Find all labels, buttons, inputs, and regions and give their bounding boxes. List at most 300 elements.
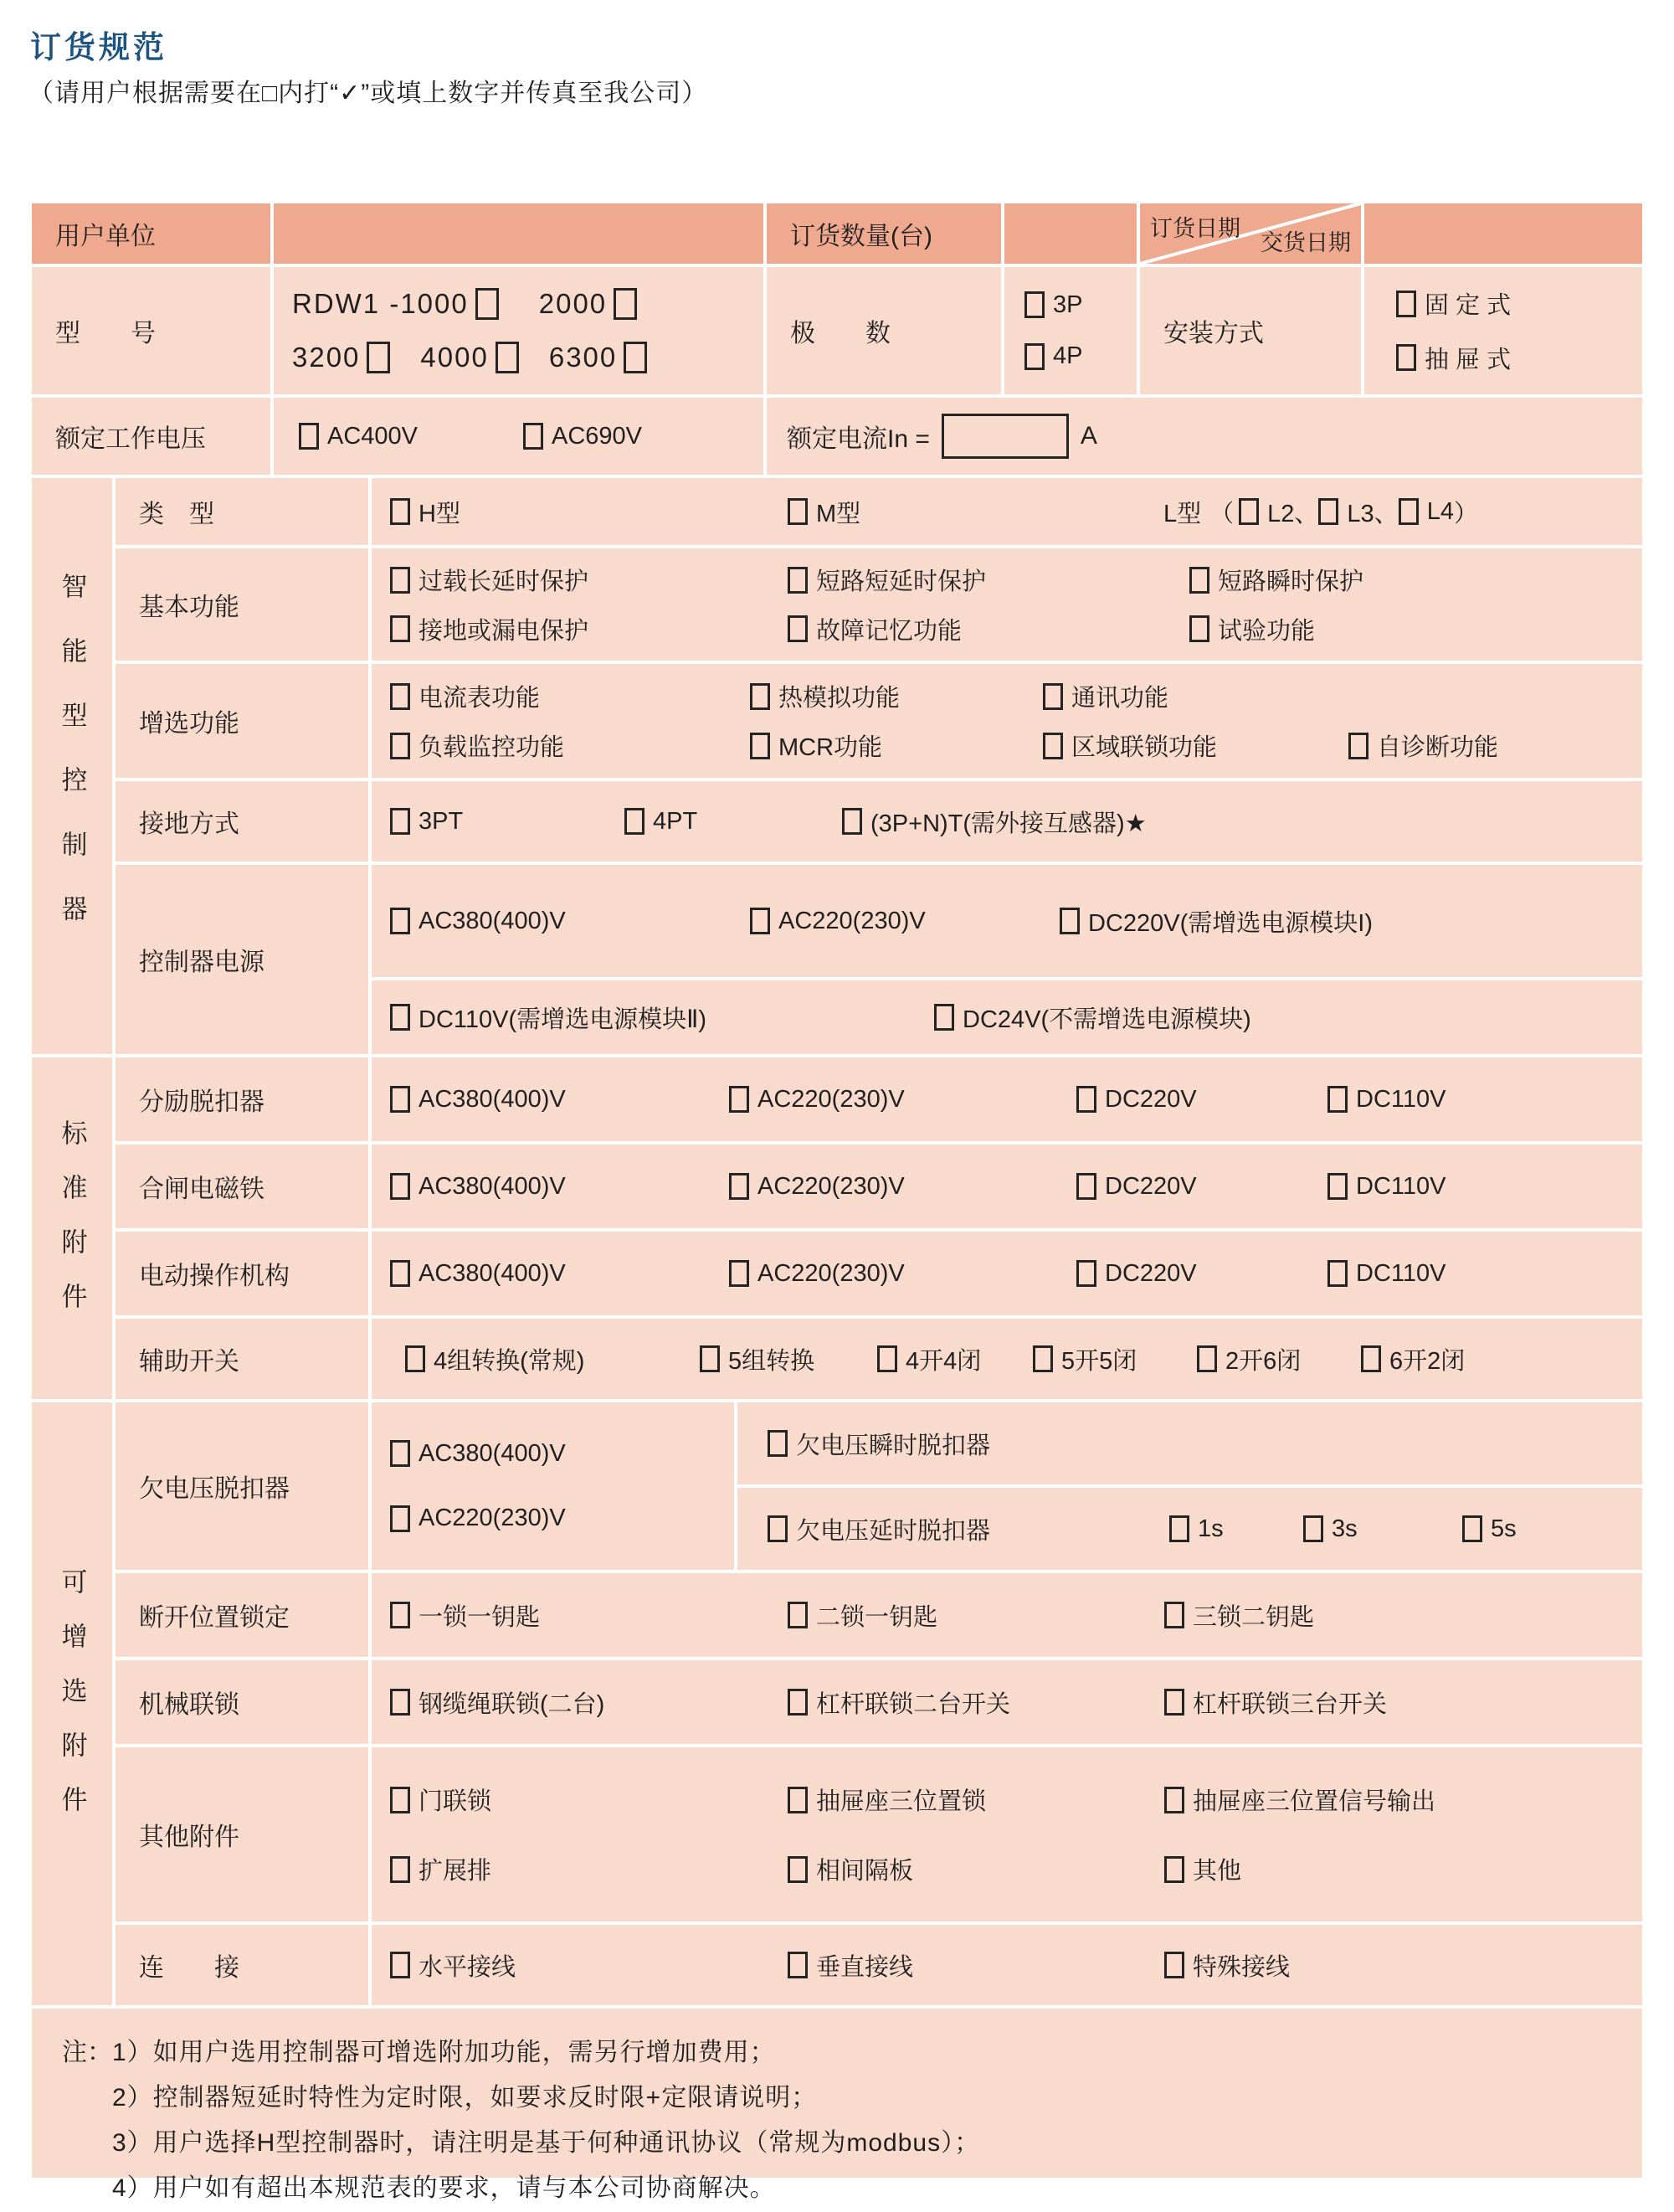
undervoltage-delayed-cell xyxy=(737,1488,1642,1570)
optional-functions-options-cell xyxy=(372,664,1642,778)
page-subtitle: （请用户根据需要在□内打“✓”或填上数字并传真至我公司） xyxy=(28,80,708,107)
option-row xyxy=(372,679,1642,713)
checkbox-option xyxy=(390,1173,729,1201)
closing-magnet-options-cell xyxy=(372,1145,1642,1228)
rated-current-unit: A xyxy=(1080,422,1097,450)
pole-option-row xyxy=(1004,342,1137,370)
option-label: 试验功能 xyxy=(1218,617,1316,645)
connection-label-cell xyxy=(116,1925,368,2005)
checkbox-option xyxy=(523,423,642,450)
smart-rows xyxy=(116,478,1642,1054)
checkbox[interactable] xyxy=(390,1856,410,1883)
connection-row xyxy=(116,1925,1642,2005)
checkbox-option xyxy=(788,1685,1164,1720)
aux-switch-options-cell xyxy=(372,1319,1642,1399)
option-label: 其他 xyxy=(1193,1858,1242,1885)
user-unit-label-cell xyxy=(32,203,270,264)
notes-list xyxy=(112,2030,980,2211)
checkbox[interactable] xyxy=(1399,498,1419,525)
option-label: 2开6闭 xyxy=(1225,1347,1302,1375)
order-date-label: 订货日期 xyxy=(1150,216,1240,241)
option-label: AC690V xyxy=(552,422,643,450)
option-label: DC220V xyxy=(1105,1259,1197,1287)
motor-operator-label-cell xyxy=(116,1232,368,1315)
checkbox-option xyxy=(390,495,788,529)
open-position-lock-label-cell xyxy=(116,1573,368,1657)
option-row xyxy=(372,1782,1642,1817)
checkbox[interactable] xyxy=(1043,683,1063,710)
type-label-cell xyxy=(116,478,368,545)
option-label: 过载长延时保护 xyxy=(418,568,589,596)
checkbox[interactable] xyxy=(1043,733,1063,759)
basic-functions-label-cell xyxy=(116,548,368,661)
undervoltage-label: 欠电压脱扣器 xyxy=(139,1475,290,1503)
checkbox[interactable] xyxy=(1033,1345,1053,1372)
checkbox[interactable] xyxy=(1169,1515,1189,1542)
option-label: AC380(400)V xyxy=(418,1172,566,1200)
mount-options-cell xyxy=(1364,267,1642,394)
checkbox-option xyxy=(1327,1086,1445,1114)
option-row xyxy=(372,728,1642,763)
option-label: 钢缆绳联锁(二台) xyxy=(418,1690,605,1718)
option-label: 三锁二钥匙 xyxy=(1193,1603,1315,1631)
checkbox-option xyxy=(1164,1598,1314,1633)
model-prefix: RDW1 - xyxy=(292,288,401,320)
option-label: DC220V(需增选电源模块I) xyxy=(1088,909,1373,937)
checkbox[interactable] xyxy=(788,1602,808,1628)
checkbox-option xyxy=(390,1505,566,1532)
type-options-cell xyxy=(372,478,1642,545)
checkbox-option xyxy=(1164,1782,1435,1817)
note-item: 4）用户如有超出本规范表的要求，请与本公司协商解决。 xyxy=(112,2174,776,2202)
checkbox[interactable] xyxy=(624,342,647,373)
optional-functions-row xyxy=(116,664,1642,778)
checkbox-option xyxy=(539,288,637,320)
option-label: DC220V xyxy=(1105,1085,1197,1113)
option-label: AC220(230)V xyxy=(418,1505,566,1532)
rated-current-input[interactable] xyxy=(942,414,1069,459)
checkbox[interactable] xyxy=(1327,1173,1348,1200)
page-title: 订货规范 xyxy=(30,30,167,64)
option-label: AC380(400)V xyxy=(418,1259,566,1287)
date-header-cell xyxy=(1140,203,1361,264)
checkbox[interactable] xyxy=(729,1260,749,1287)
option-label: 一锁一钥匙 xyxy=(418,1603,541,1631)
checkbox[interactable] xyxy=(1164,1856,1184,1883)
order-form-table xyxy=(32,203,1642,2202)
standard-group-label: 标准附件 xyxy=(57,1119,87,1337)
checkbox[interactable] xyxy=(1197,1345,1217,1372)
checkbox[interactable] xyxy=(729,1086,749,1113)
notes-prefix: 注： xyxy=(62,2039,112,2066)
header-row xyxy=(32,203,1642,264)
checkbox[interactable] xyxy=(496,342,519,373)
order-qty-input-cell[interactable] xyxy=(1004,203,1137,264)
option-label: 特殊接线 xyxy=(1193,1953,1291,1981)
checkbox[interactable] xyxy=(1361,1345,1381,1372)
aux-switch-row xyxy=(116,1319,1642,1399)
undervoltage-subrows xyxy=(737,1402,1642,1570)
checkbox-option xyxy=(1348,728,1498,763)
checkbox[interactable] xyxy=(367,342,390,373)
checkbox[interactable] xyxy=(788,1689,808,1716)
checkbox-option xyxy=(1327,1173,1445,1201)
option-label: 故障记忆功能 xyxy=(816,617,963,645)
checkbox-option xyxy=(1327,1260,1445,1288)
checkbox[interactable] xyxy=(1303,1515,1323,1542)
checkbox[interactable] xyxy=(750,908,770,934)
closing-magnet-label: 合闸电磁铁 xyxy=(139,1175,264,1203)
mount-option-row xyxy=(1364,286,1642,321)
checkbox-option xyxy=(390,1598,788,1633)
option-label: 2000 xyxy=(538,288,608,320)
model-line-1 xyxy=(274,288,763,320)
checkbox-option xyxy=(768,1512,1169,1546)
checkbox-option xyxy=(788,1852,1164,1886)
checkbox[interactable] xyxy=(1239,498,1259,525)
option-label: 扩展排 xyxy=(418,1858,492,1885)
option-label: AC220(230)V xyxy=(757,1172,905,1200)
checkbox-option xyxy=(1060,904,1373,939)
checkbox-option xyxy=(750,908,1060,935)
checkbox[interactable] xyxy=(390,1689,410,1716)
order-qty-label-cell xyxy=(767,203,1001,264)
user-unit-input-cell[interactable] xyxy=(274,203,763,264)
option-label: DC110V xyxy=(1356,1085,1446,1113)
checkbox-option xyxy=(1164,1852,1241,1886)
shunt-release-row xyxy=(116,1057,1642,1141)
type-label: 类 型 xyxy=(139,501,214,528)
checkbox-option xyxy=(390,679,750,713)
option-label: 3s xyxy=(1332,1515,1358,1542)
checkbox[interactable] xyxy=(1024,343,1045,370)
addons-group-label: 可增选附件 xyxy=(57,1567,87,1840)
mechanical-interlock-row xyxy=(116,1660,1642,1744)
checkbox[interactable] xyxy=(1396,291,1416,317)
checkbox[interactable] xyxy=(390,1787,410,1813)
checkbox[interactable] xyxy=(390,567,410,594)
delivery-date-label: 交货日期 xyxy=(1261,230,1351,255)
addons-group-cell xyxy=(32,1402,112,2005)
checkbox[interactable] xyxy=(1024,291,1045,318)
checkbox-option xyxy=(390,1782,788,1817)
other-accessories-label-cell xyxy=(116,1747,368,1921)
checkbox[interactable] xyxy=(1164,1689,1184,1716)
option-label: 5组转换 xyxy=(728,1347,815,1375)
checkbox-option xyxy=(788,563,1189,597)
grounding-label-cell xyxy=(116,781,368,862)
power-subrow-2 xyxy=(372,980,1642,1054)
controller-power-label: 控制器电源 xyxy=(139,949,264,976)
checkbox[interactable] xyxy=(1189,567,1209,594)
checkbox[interactable] xyxy=(934,1004,954,1031)
grounding-row xyxy=(116,781,1642,862)
controller-power-subrows xyxy=(372,865,1642,1054)
checkbox-option xyxy=(788,495,1163,529)
option-label: M型 xyxy=(816,500,861,527)
checkbox-option xyxy=(729,1260,1076,1288)
checkbox[interactable] xyxy=(788,1856,808,1883)
note-item: 1）如用户选用控制器可增选附加功能，需另行增加费用； xyxy=(112,2039,776,2066)
l-paren-open: （ xyxy=(1209,500,1235,527)
checkbox-option xyxy=(1024,291,1082,319)
checkbox[interactable] xyxy=(750,683,770,710)
checkbox-option xyxy=(1239,495,1318,529)
checkbox-option xyxy=(390,1948,788,1983)
option-label: 抽 屉 式 xyxy=(1425,346,1512,373)
option-label: 6300 xyxy=(548,341,618,373)
option-label: 电流表功能 xyxy=(418,685,541,712)
grounding-options-cell xyxy=(372,781,1642,862)
option-label: 杠杆联锁二台开关 xyxy=(816,1690,1011,1718)
voltage-label: 额定工作电压 xyxy=(55,425,206,453)
option-label: 短路短延时保护 xyxy=(816,568,987,596)
standard-group-cell xyxy=(32,1057,112,1399)
controller-power-label-cell xyxy=(116,865,368,1054)
option-label: (3P+N)T(需外接互感器)★ xyxy=(870,810,1147,837)
shunt-release-label-cell xyxy=(116,1057,368,1141)
checkbox[interactable] xyxy=(390,498,410,525)
checkbox[interactable] xyxy=(768,1515,788,1542)
option-label: 接地或漏电保护 xyxy=(418,617,589,645)
model-row xyxy=(32,267,1642,394)
option-label: AC380(400)V xyxy=(418,1085,566,1113)
section-smart-controller xyxy=(32,478,1642,1054)
checkbox[interactable] xyxy=(390,1004,410,1031)
checkbox-option xyxy=(390,1852,788,1886)
option-label: AC220(230)V xyxy=(778,907,926,934)
model-label: 型 号 xyxy=(55,320,156,347)
optional-functions-label-cell xyxy=(116,664,368,778)
checkbox[interactable] xyxy=(390,808,410,835)
option-label: 区域联锁功能 xyxy=(1071,734,1218,761)
checkbox[interactable] xyxy=(788,1787,808,1813)
option-label: 4PT xyxy=(653,807,698,835)
standard-rows xyxy=(116,1057,1642,1399)
checkbox[interactable] xyxy=(390,1952,410,1978)
checkbox-option xyxy=(624,808,842,836)
note-item: 2）控制器短延时特性为定时限，如要求反时限+定限请说明； xyxy=(112,2084,818,2112)
checkbox-option xyxy=(420,342,518,373)
option-label: 3200 xyxy=(292,341,361,373)
checkbox[interactable] xyxy=(700,1345,720,1372)
other-accessories-label: 其他附件 xyxy=(139,1824,239,1851)
motor-operator-options-cell xyxy=(372,1232,1642,1315)
checkbox[interactable] xyxy=(390,1440,410,1467)
checkbox[interactable] xyxy=(475,288,499,320)
checkbox-option xyxy=(390,563,788,597)
checkbox-option xyxy=(1318,495,1398,529)
option-label: H型 xyxy=(418,500,460,527)
checkbox-option xyxy=(1303,1515,1462,1543)
checkbox[interactable] xyxy=(1076,1086,1096,1113)
checkbox[interactable] xyxy=(390,1602,410,1628)
checkbox[interactable] xyxy=(1396,344,1416,371)
checkbox[interactable] xyxy=(1348,733,1368,759)
checkbox-option xyxy=(390,908,750,935)
open-position-lock-row xyxy=(116,1573,1642,1657)
option-label: 固 定 式 xyxy=(1425,292,1512,320)
option-label: 4P xyxy=(1053,342,1083,370)
section-standard-accessories xyxy=(32,1057,1642,1399)
checkbox[interactable] xyxy=(1164,1787,1184,1813)
checkbox[interactable] xyxy=(788,615,808,642)
checkbox[interactable] xyxy=(1076,1173,1096,1200)
checkbox[interactable] xyxy=(1327,1260,1348,1287)
mechanical-interlock-label-cell xyxy=(116,1660,368,1744)
option-label: AC380(400)V xyxy=(418,907,566,934)
checkbox-option xyxy=(1076,1086,1327,1114)
other-accessories-row xyxy=(116,1747,1642,1921)
checkbox[interactable] xyxy=(768,1430,788,1457)
checkbox-option xyxy=(400,288,498,320)
checkbox[interactable] xyxy=(390,615,410,642)
checkbox-option xyxy=(1189,563,1363,597)
checkbox-option xyxy=(700,1342,877,1376)
checkbox[interactable] xyxy=(1318,498,1338,525)
rated-current-cell xyxy=(767,398,1642,475)
checkbox[interactable] xyxy=(614,288,637,320)
checkbox-option xyxy=(405,1342,700,1376)
checkbox-option xyxy=(788,1598,1164,1633)
rated-current-label: 额定电流In = xyxy=(787,425,930,453)
option-label: 欠电压瞬时脱扣器 xyxy=(796,1432,991,1459)
option-label: 4组转换(常规) xyxy=(434,1347,585,1375)
checkbox-option xyxy=(729,1173,1076,1201)
checkbox[interactable] xyxy=(1164,1602,1184,1628)
checkbox[interactable] xyxy=(624,808,644,835)
checkbox-option xyxy=(1169,1515,1303,1543)
shunt-release-label: 分励脱扣器 xyxy=(139,1088,264,1116)
option-row xyxy=(372,612,1642,646)
option-row xyxy=(372,1440,734,1468)
checkbox[interactable] xyxy=(729,1173,749,1200)
checkbox[interactable] xyxy=(1327,1086,1348,1113)
checkbox[interactable] xyxy=(390,908,410,934)
option-label: AC400V xyxy=(327,422,418,450)
checkbox[interactable] xyxy=(299,423,319,450)
checkbox[interactable] xyxy=(390,733,410,759)
option-label: 二锁一钥匙 xyxy=(816,1603,938,1631)
poles-label: 极 数 xyxy=(790,320,891,347)
checkbox[interactable] xyxy=(750,733,770,759)
checkbox[interactable] xyxy=(523,423,543,450)
basic-functions-label: 基本功能 xyxy=(139,594,239,621)
connection-options-cell xyxy=(372,1925,1642,2005)
mount-label-cell xyxy=(1140,267,1361,394)
option-label: DC220V xyxy=(1105,1172,1197,1200)
option-row xyxy=(372,1505,734,1532)
checkbox[interactable] xyxy=(390,1086,410,1113)
checkbox-option xyxy=(390,1260,729,1288)
checkbox[interactable] xyxy=(877,1345,897,1372)
option-label: 3P xyxy=(1053,291,1083,318)
option-label: 短路瞬时保护 xyxy=(1218,568,1364,596)
checkbox[interactable] xyxy=(390,1260,410,1287)
undervoltage-instant-cell xyxy=(737,1402,1642,1484)
checkbox-option xyxy=(1189,612,1315,646)
checkbox-option xyxy=(788,612,1189,646)
checkbox-option xyxy=(1164,1948,1290,1983)
checkbox[interactable] xyxy=(390,1505,410,1532)
checkbox-option xyxy=(788,1782,1164,1817)
pole-option-row xyxy=(1004,291,1137,319)
option-label: 3PT xyxy=(418,807,464,835)
motor-operator-label: 电动操作机构 xyxy=(139,1263,290,1290)
poles-label-cell xyxy=(767,267,1001,394)
checkbox[interactable] xyxy=(1076,1260,1096,1287)
option-label: AC380(400)V xyxy=(418,1439,566,1467)
checkbox-option xyxy=(788,1948,1164,1983)
checkbox-option xyxy=(1024,342,1082,370)
voltage-options-cell xyxy=(274,398,763,475)
checkbox-option xyxy=(299,423,523,450)
option-label: 5开5闭 xyxy=(1061,1347,1137,1375)
checkbox-option xyxy=(1076,1173,1327,1201)
checkbox[interactable] xyxy=(1189,615,1209,642)
checkbox[interactable] xyxy=(1060,908,1080,934)
date-input-cell[interactable] xyxy=(1364,203,1642,264)
checkbox[interactable] xyxy=(788,498,808,525)
checkbox-option xyxy=(877,1342,1033,1376)
checkbox[interactable] xyxy=(390,683,410,710)
addons-rows xyxy=(116,1402,1642,2005)
smart-group-cell xyxy=(32,478,112,1054)
option-label: 热模拟功能 xyxy=(778,685,901,712)
option-label: L4 xyxy=(1426,497,1454,525)
checkbox-option xyxy=(390,612,788,646)
checkbox-option xyxy=(390,728,750,763)
open-position-lock-options-cell xyxy=(372,1573,1642,1657)
checkbox-option xyxy=(292,342,390,373)
option-label: 自诊断功能 xyxy=(1377,734,1499,761)
undervoltage-label-cell xyxy=(116,1402,368,1570)
option-label: L2、 xyxy=(1267,500,1319,527)
option-label: 1000 xyxy=(400,288,469,320)
l-type-group xyxy=(1163,495,1478,529)
checkbox[interactable] xyxy=(1462,1515,1482,1542)
aux-switch-label-cell xyxy=(116,1319,368,1399)
checkbox-option xyxy=(1396,341,1511,375)
checkbox-option xyxy=(842,805,1147,839)
option-label: 欠电压延时脱扣器 xyxy=(796,1517,991,1545)
checkbox[interactable] xyxy=(788,567,808,594)
grounding-label: 接地方式 xyxy=(139,810,239,838)
checkbox[interactable] xyxy=(788,1952,808,1978)
model-line-2 xyxy=(274,342,763,373)
option-label: 相间隔板 xyxy=(816,1858,914,1885)
basic-functions-row xyxy=(116,548,1642,661)
undervoltage-row xyxy=(116,1402,1642,1570)
model-options-cell xyxy=(274,267,763,394)
option-label: DC24V(不需增选电源模块) xyxy=(963,1006,1251,1033)
aux-switch-label: 辅助开关 xyxy=(139,1348,239,1376)
checkbox[interactable] xyxy=(842,808,862,835)
checkbox-option xyxy=(1164,1685,1387,1720)
section-optional-accessories xyxy=(32,1402,1642,2005)
option-label: 4开4闭 xyxy=(906,1347,982,1375)
checkbox[interactable] xyxy=(390,1173,410,1200)
notes-section xyxy=(32,2009,1642,2202)
option-label: AC220(230)V xyxy=(757,1259,905,1287)
checkbox-option xyxy=(1033,1342,1197,1376)
option-label: DC110V xyxy=(1356,1172,1446,1200)
checkbox[interactable] xyxy=(1164,1952,1184,1978)
option-label: MCR功能 xyxy=(778,734,883,761)
checkbox-option xyxy=(750,728,1043,763)
checkbox[interactable] xyxy=(405,1345,425,1372)
checkbox-option xyxy=(390,1001,934,1035)
